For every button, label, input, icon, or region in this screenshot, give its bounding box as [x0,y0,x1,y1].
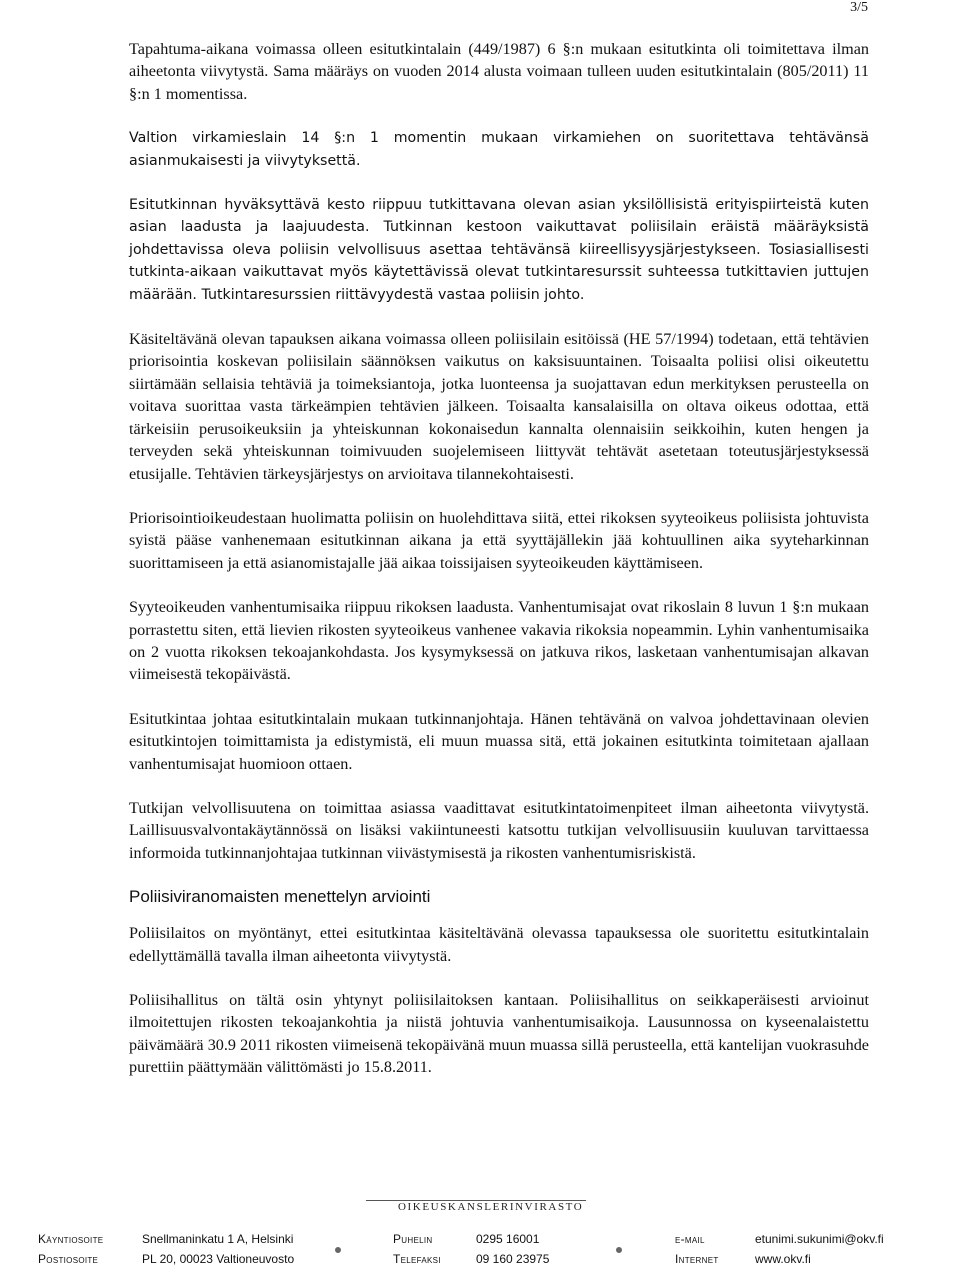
fax-value: 09 160 23975 [476,1252,550,1266]
document-body [129,38,869,1101]
phone-value: 0295 16001 [476,1232,540,1246]
email-label: e-mail [675,1232,705,1246]
section-heading: Poliisiviranomaisten menettelyn arviointi [129,887,431,907]
agency-logo [0,1193,960,1217]
website-link[interactable]: www.okv.fi [755,1252,811,1266]
email-link[interactable]: etunimi.sukunimi@okv.fi [755,1232,884,1246]
paragraph-5: Priorisointioikeudestaan huolimatta poliisin on huolehdittava siitä, ettei rikoksen syyteoikeus poliisista johtuvista syistä pääse vanhenemaan esitutkinnan aikana ja että syyttäjällekin jää kohtuullinen aika syyteharkinnan suorittamiseen ja että asianomistajalle jää aikaa toissijaisen syyteoikeuden käyttämiseen. [129,508,869,572]
paragraph-7: Esitutkintaa johtaa esitutkintalain mukaan tutkinnanjohtaja. Hänen tehtävänä on valvoa johdettavinaan olevien esitutkintojen toimittamista ja edistymistä, eli muun muassa sitä, että jokainen esitutkinta toimitetaan ajallaan vanhentumisajat huomioon ottaen. [129,709,869,773]
paragraph-4: Käsiteltävänä olevan tapauksen aikana voimassa olleen poliisilain esitöissä (HE 57/1994) todetaan, että tehtävien priorisointia koskevan poliisilain säännöksen vaikutus on kaksisuuntainen. Toisaalta poliisi olisi oikeutettu siirtämään sellaisia tehtäviä ja toimeksiantoja, jotka luonteensa ja suojattavan edun merkityksen perusteella on voitava suorittaa vasta tärkeämpien tehtävien jälkeen. Toisaalta kansalaisilla on oltava oikeus odottaa, että tärkeisiin perusoikeuksiin ja yhteiskunnan kokonaisedun kannalta olennaisiin seikkoihin, kuten hengen ja terveyden sekä yhteiskunnan toimivuuden suojelemiseen liittyvät tehtävät asetetaan toteutusjärjestyksessä etusijalle. Tehtävien tärkeysjärjestys on arvioitava tilannekohtaisesti. [129,330,869,483]
footer [38,1232,918,1268]
paragraph-1: Tapahtuma-aikana voimassa olleen esitutkintalain (449/1987) 6 §:n mukaan esitutkinta oli toimitettava ilman aiheetonta viivytystä. Sama määräys on vuoden 2014 alusta voimaan tulleen uuden esitutkintalain (805/2011) 11 §:n 1 momentissa. [129,40,869,103]
logo-text: OIKEUSKANSLERINVIRASTO [398,1201,584,1213]
postal-address-value: PL 20, 00023 Valtioneuvosto [142,1252,295,1266]
paragraph-2: Valtion virkamieslain 14 §:n 1 momentin mukaan virkamiehen on suoritettava tehtävänsä asianmukaisesti ja viivytyksettä. [129,130,869,169]
separator-dot-icon [335,1247,341,1253]
visit-address-value: Snellmaninkatu 1 A, Helsinki [142,1232,294,1246]
internet-label: Internet [675,1252,719,1266]
fax-label: Telefaksi [393,1252,441,1266]
paragraph-6: Syyteoikeuden vanhentumisaika riippuu rikoksen laadusta. Vanhentumisajat ovat rikoslain 8 luvun 1 §:n mukaan porrastettu siten, että lievien rikosten syyteoikeus vanhenee vakavia rikoksia nopeammin. Lyhin vanhentumisaika on 2 vuotta rikoksen tekoajankohdasta. Jos kysymyksessä on jatkuva rikos, lasketaan vanhentumisajan alkavan viimeisestä tekopäivästä. [129,598,869,684]
page-number: 3/5 [850,0,868,15]
phone-label: Puhelin [393,1232,433,1246]
postal-address-label: Postiosoite [38,1252,99,1266]
paragraph-8: Tutkijan velvollisuutena on toimittaa asiassa vaadittavat esitutkintatoimenpiteet ilman aiheetonta viivytystä. Laillisuusvalvontakäytännössä on lisäksi vakiintuneesti katsottu tutkijan velvollisuusiin kuuluvan tarvittaessa informoida tutkinnanjohtajaa tutkinnan viivästymisestä ja rikosten vanhentumisriskistä. [129,798,869,862]
visit-address-label: Käyntiosoite [38,1232,104,1246]
paragraph-3: Esitutkinnan hyväksyttävä kesto riippuu tutkittavana olevan asian yksilöllisistä erityispiirteistä kuten asian laadusta ja laajuudesta. Tutkinnan kestoon vaikuttavat poliisilain eräistä määräyksistä johdettavissa oleva poliisin velvollisuus asettaa tehtävänsä kiireellisyysjärjestykseen. Tosiasiallisesti tutkinta-aikaan vaikuttavat myös käytettävissä olevat tutkintaresurssit suhteessa tutkittavien juttujen määrään. Tutkintaresurssien riittävyydestä vastaa poliisin johto. [129,197,869,303]
paragraph-9: Poliisilaitos on myöntänyt, ettei esitutkintaa käsiteltävänä olevassa tapauksessa ole suoritettu esitutkintalain edellyttämällä tavalla ilman aiheetonta viivytystä. [129,924,869,965]
separator-dot-icon [616,1247,622,1253]
paragraph-10: Poliisihallitus on tältä osin yhtynyt poliisilaitoksen kantaan. Poliisihallitus on seikkaperäisesti arvioinut ilmoitettujen rikosten tekoajankohtia ja niistä johtuvia vanhentumisaikoja. Lausunnossa on kyseenalaistettu päivämäärä 30.9 2011 rikosten viimeisenä tekopäivänä muun muassa sillä perusteella, että kantelijan vuokrasuhde purettiin päättymään välittömästi jo 15.8.2011. [129,991,869,1077]
